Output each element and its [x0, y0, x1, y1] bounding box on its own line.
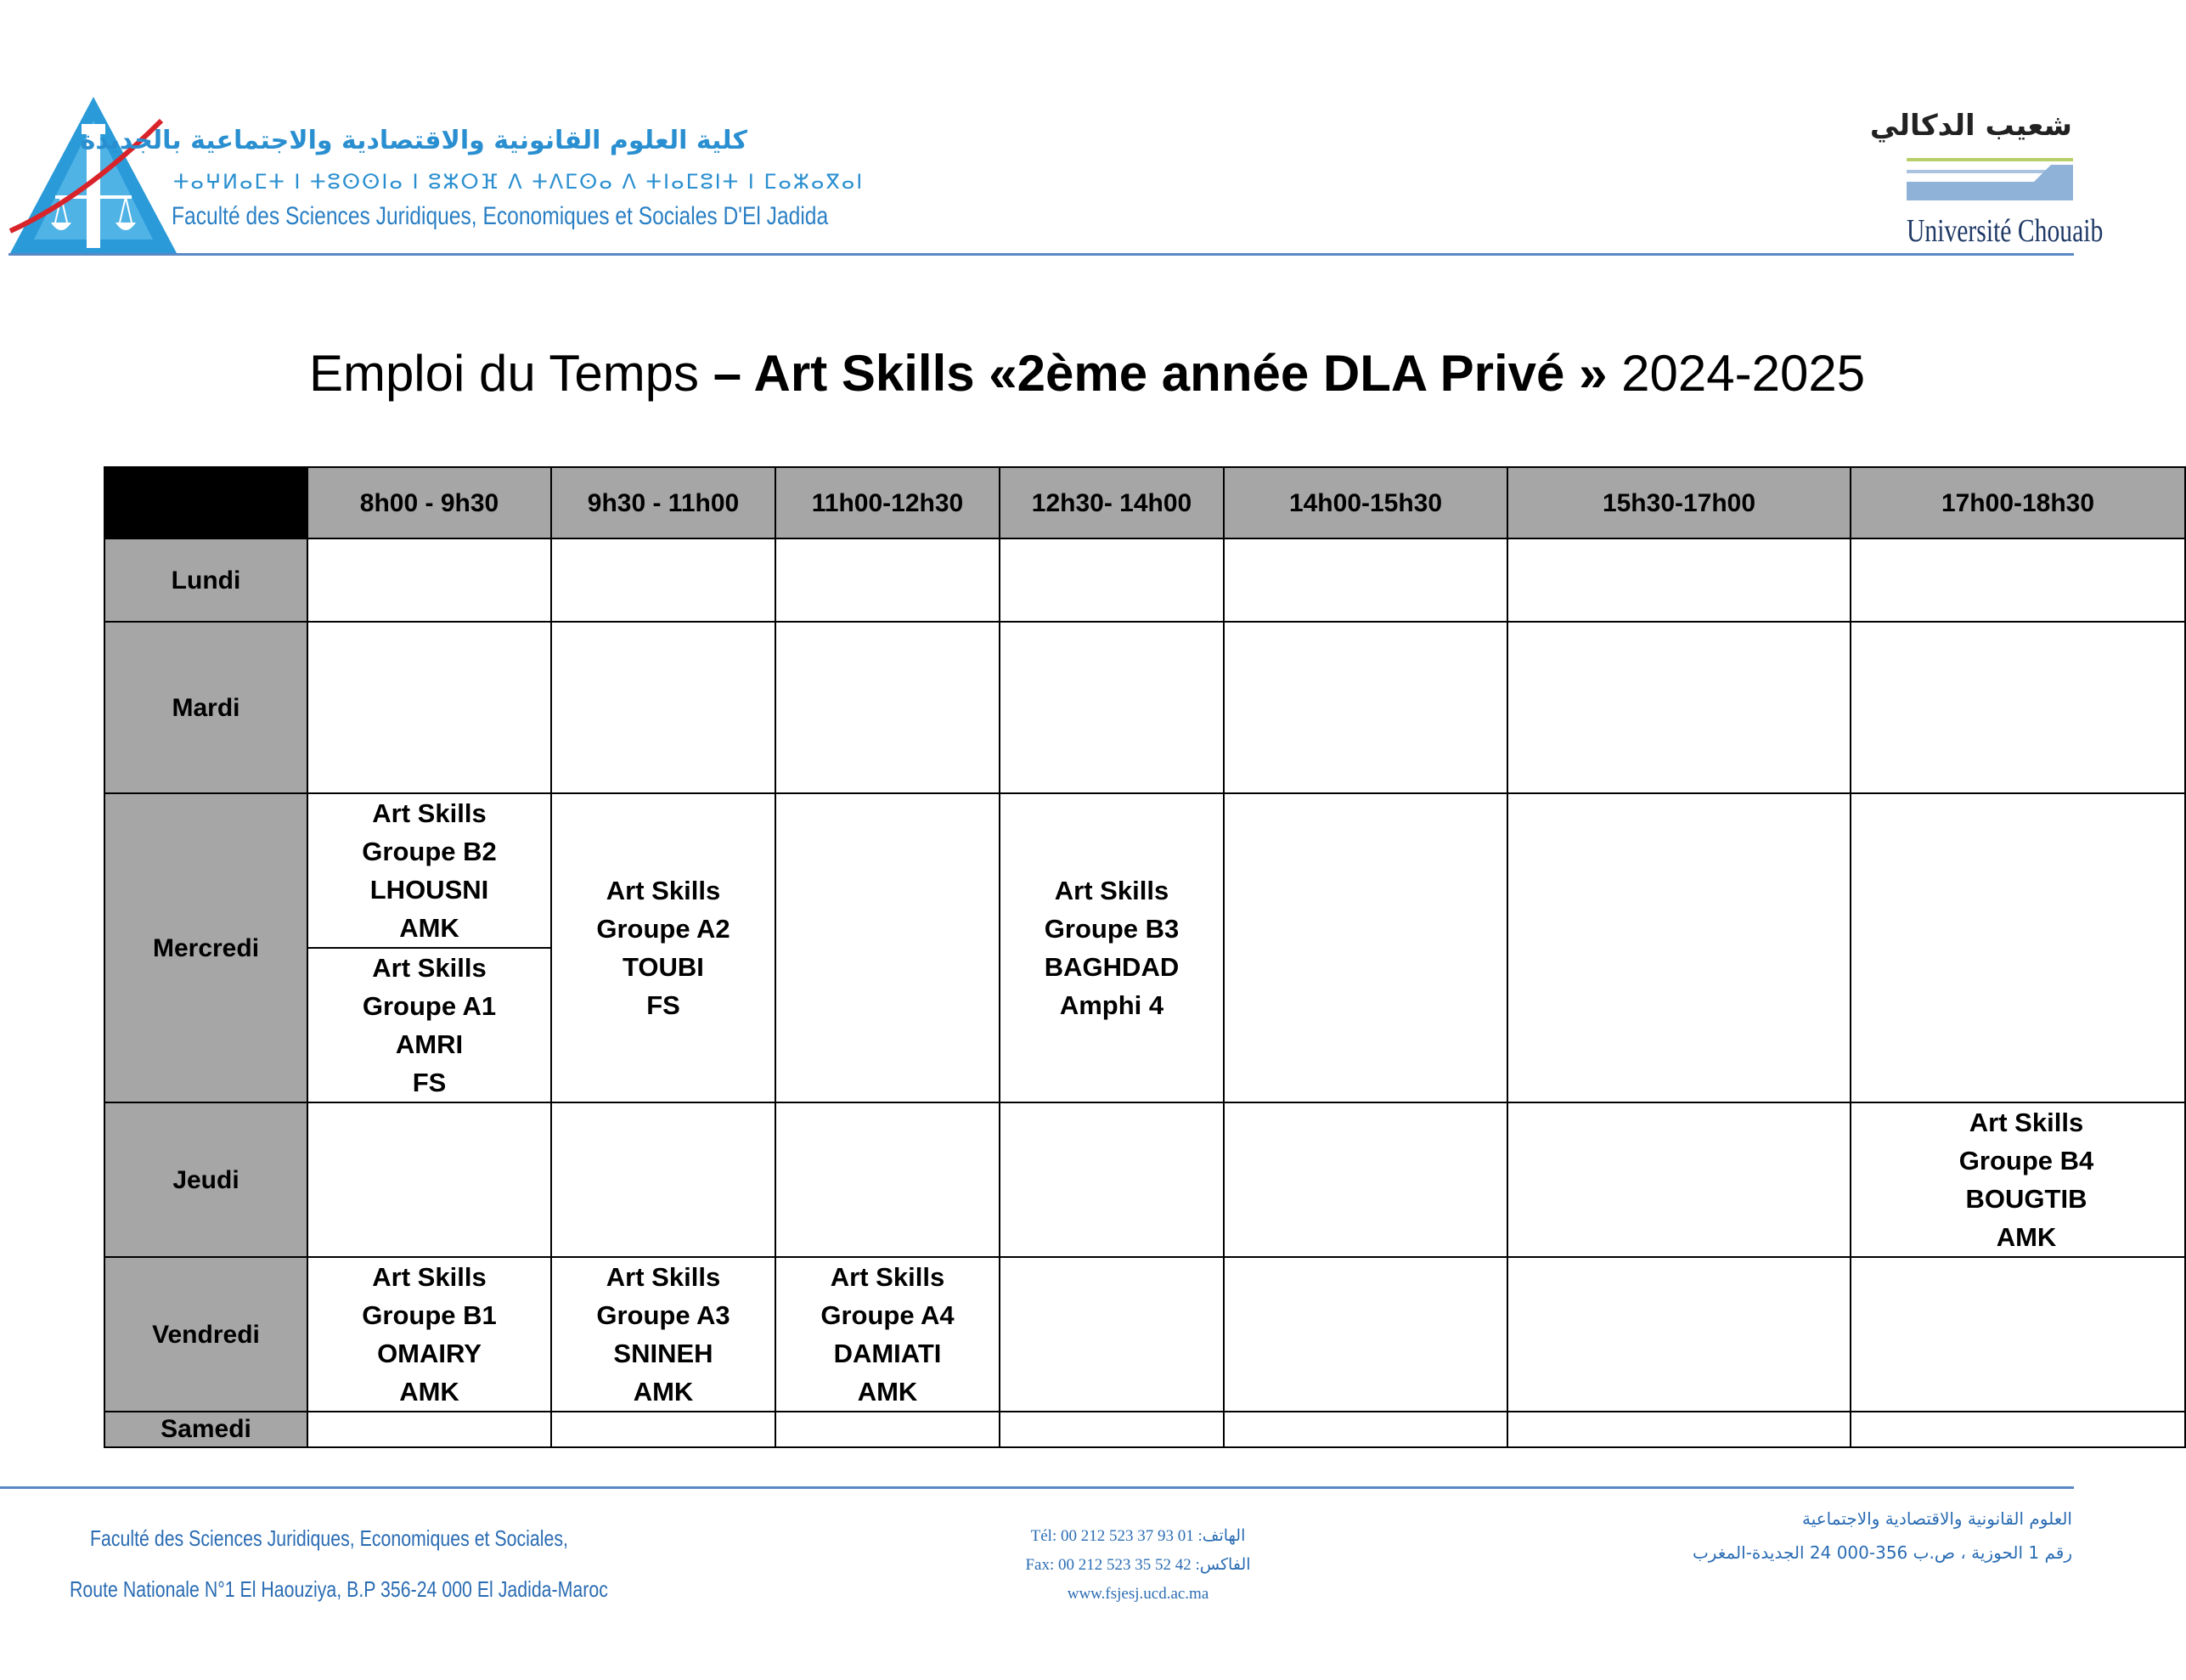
title-part-1: Emploi du Temps	[308, 345, 713, 402]
session-group: Groupe B3	[1044, 914, 1180, 944]
session-group: Groupe A3	[596, 1300, 730, 1330]
faculty-name-tifinagh: ⵜⴰⵖⵍⴰⵎⵜ ⵏ ⵜⵓⵙⵙⵏⴰ ⵏ ⵓⵣⵔⴼ ⴷ ⵜⴷⵎⵙⴰ ⴷ ⵜⵏⴰⵎⵓⵏⵜ ⵏ ⵎⴰⵣⴰⴳⴰⵏ	[173, 170, 865, 194]
session-group: Groupe A2	[596, 914, 730, 944]
footer-divider	[0, 1486, 2074, 1489]
empty-cell	[1507, 1102, 1851, 1257]
empty-cell	[775, 538, 1000, 622]
day-label: Jeudi	[104, 1102, 307, 1257]
time-slot-header: 11h00-12h30	[775, 467, 1000, 538]
title-part-2: – Art Skills «2ème année DLA Privé »	[713, 345, 1608, 402]
empty-cell	[1507, 622, 1851, 793]
empty-cell	[775, 622, 1000, 793]
session-group: Groupe A1	[362, 991, 497, 1021]
session-room: AMK	[399, 1377, 459, 1407]
empty-cell	[1224, 1257, 1507, 1412]
corner-cell	[104, 467, 307, 538]
session-cell	[307, 793, 551, 948]
day-label: Samedi	[104, 1412, 307, 1447]
table-row	[104, 622, 2185, 793]
session-teacher: BOUGTIB	[1965, 1184, 2087, 1214]
session-course: Art Skills	[372, 798, 487, 828]
footer-website: www.fsjesj.ucd.ac.ma	[1067, 1585, 1209, 1603]
table-row	[104, 1257, 2185, 1412]
university-name-arabic: شعيب الدكالي	[1869, 109, 2072, 143]
session-room: AMK	[1996, 1222, 2057, 1252]
empty-cell	[551, 622, 775, 793]
empty-cell	[1224, 793, 1507, 1102]
time-slot-header: 9h30 - 11h00	[551, 467, 775, 538]
faculty-name-arabic: كلية العلوم القانونية والاقتصادية والاجتماعية بالجديدة	[80, 126, 747, 155]
day-label: Vendredi	[104, 1257, 307, 1412]
footer-fax: Fax: 00 212 523 35 52 42 :الفاكس	[1025, 1556, 1251, 1574]
faculty-logo	[8, 95, 178, 255]
empty-cell	[1851, 1412, 2185, 1447]
session-group: Groupe B4	[1958, 1146, 2094, 1175]
session-group: Groupe B2	[362, 837, 497, 866]
title-part-3: 2024-2025	[1607, 345, 1866, 402]
header-divider	[8, 253, 2074, 256]
session-teacher: TOUBI	[623, 952, 704, 982]
time-slot-header: 8h00 - 9h30	[307, 467, 551, 538]
session-room: Amphi 4	[1059, 990, 1164, 1020]
university-logo	[1907, 156, 2073, 207]
empty-cell	[1507, 1412, 1851, 1447]
day-label: Lundi	[104, 538, 307, 622]
session-room: AMK	[399, 913, 459, 943]
session-cell	[551, 1257, 775, 1412]
session-room: AMK	[857, 1377, 918, 1407]
session-teacher: SNINEH	[613, 1339, 713, 1368]
faculty-name-french: Faculté des Sciences Juridiques, Economiques et Sociales D'El Jadida	[172, 202, 829, 230]
session-teacher: OMAIRY	[377, 1339, 482, 1368]
session-course: Art Skills	[372, 1262, 487, 1292]
university-name-french: Université Chouaib	[1907, 213, 2104, 249]
session-room: FS	[646, 990, 680, 1020]
session-course: Art Skills	[1969, 1108, 2084, 1137]
session-course: Art Skills	[606, 876, 721, 905]
session-room: FS	[412, 1068, 447, 1097]
session-cell	[775, 1257, 1000, 1412]
empty-cell	[1507, 1257, 1851, 1412]
empty-cell	[1000, 1257, 1224, 1412]
timetable-container	[104, 466, 2095, 1452]
empty-cell	[1224, 1412, 1507, 1447]
empty-cell	[1851, 793, 2185, 1102]
time-slot-header: 15h30-17h00	[1507, 467, 1851, 538]
session-cell	[1000, 793, 1224, 1102]
empty-cell	[1000, 1102, 1224, 1257]
session-group: Groupe B1	[362, 1300, 497, 1330]
empty-cell	[1851, 622, 2185, 793]
empty-cell	[1000, 1412, 1224, 1447]
empty-cell	[1507, 538, 1851, 622]
empty-cell	[551, 1102, 775, 1257]
empty-cell	[1851, 538, 2185, 622]
empty-cell	[1224, 1102, 1507, 1257]
table-row	[104, 538, 2185, 622]
table-row	[104, 793, 2185, 948]
empty-cell	[1000, 622, 1224, 793]
session-teacher: BAGHDAD	[1044, 952, 1180, 982]
table-row	[104, 1412, 2185, 1447]
empty-cell	[1224, 622, 1507, 793]
empty-cell	[307, 622, 551, 793]
session-course: Art Skills	[1054, 876, 1169, 905]
footer-arabic-line-2: رقم 1 الحوزية ، ص.ب 356-000 24 الجديدة-المغرب	[1692, 1542, 2072, 1563]
page-title	[0, 344, 2174, 403]
session-cell	[307, 948, 551, 1102]
day-label: Mercredi	[104, 793, 307, 1102]
timetable	[104, 466, 2186, 1448]
session-course: Art Skills	[830, 1262, 945, 1292]
footer-contact	[1002, 1522, 1274, 1609]
table-row	[104, 1102, 2185, 1257]
session-cell	[307, 1257, 551, 1412]
empty-cell	[307, 538, 551, 622]
session-cell	[1851, 1102, 2185, 1257]
footer-tel: Tél: 00 212 523 37 93 01 :الهاتف	[1030, 1527, 1246, 1545]
empty-cell	[775, 1412, 1000, 1447]
empty-cell	[1000, 538, 1224, 622]
session-teacher: LHOUSNI	[369, 875, 489, 905]
empty-cell	[775, 1102, 1000, 1257]
time-slot-header: 17h00-18h30	[1851, 467, 2185, 538]
footer-address-line-2: Route Nationale N°1 El Haouziya, B.P 356-24 000 El Jadida-Maroc	[70, 1576, 608, 1602]
session-teacher: AMRI	[395, 1029, 464, 1059]
empty-cell	[1507, 793, 1851, 1102]
empty-cell	[551, 1412, 775, 1447]
empty-cell	[551, 538, 775, 622]
empty-cell	[775, 793, 1000, 1102]
empty-cell	[1224, 538, 1507, 622]
day-label: Mardi	[104, 622, 307, 793]
time-slot-header: 14h00-15h30	[1224, 467, 1507, 538]
session-course: Art Skills	[606, 1262, 721, 1292]
footer-address-line-1: Faculté des Sciences Juridiques, Economiques et Sociales,	[90, 1525, 568, 1551]
empty-cell	[1851, 1257, 2185, 1412]
empty-cell	[307, 1412, 551, 1447]
session-teacher: DAMIATI	[833, 1339, 942, 1368]
empty-cell	[307, 1102, 551, 1257]
session-cell	[551, 793, 775, 1102]
time-slot-header: 12h30- 14h00	[1000, 467, 1224, 538]
footer-arabic-line-1: العلوم القانونية والاقتصادية والاجتماعية	[1801, 1508, 2072, 1529]
session-course: Art Skills	[372, 953, 487, 983]
session-room: AMK	[633, 1377, 694, 1407]
session-group: Groupe A4	[820, 1300, 955, 1330]
header-row	[104, 467, 2185, 538]
